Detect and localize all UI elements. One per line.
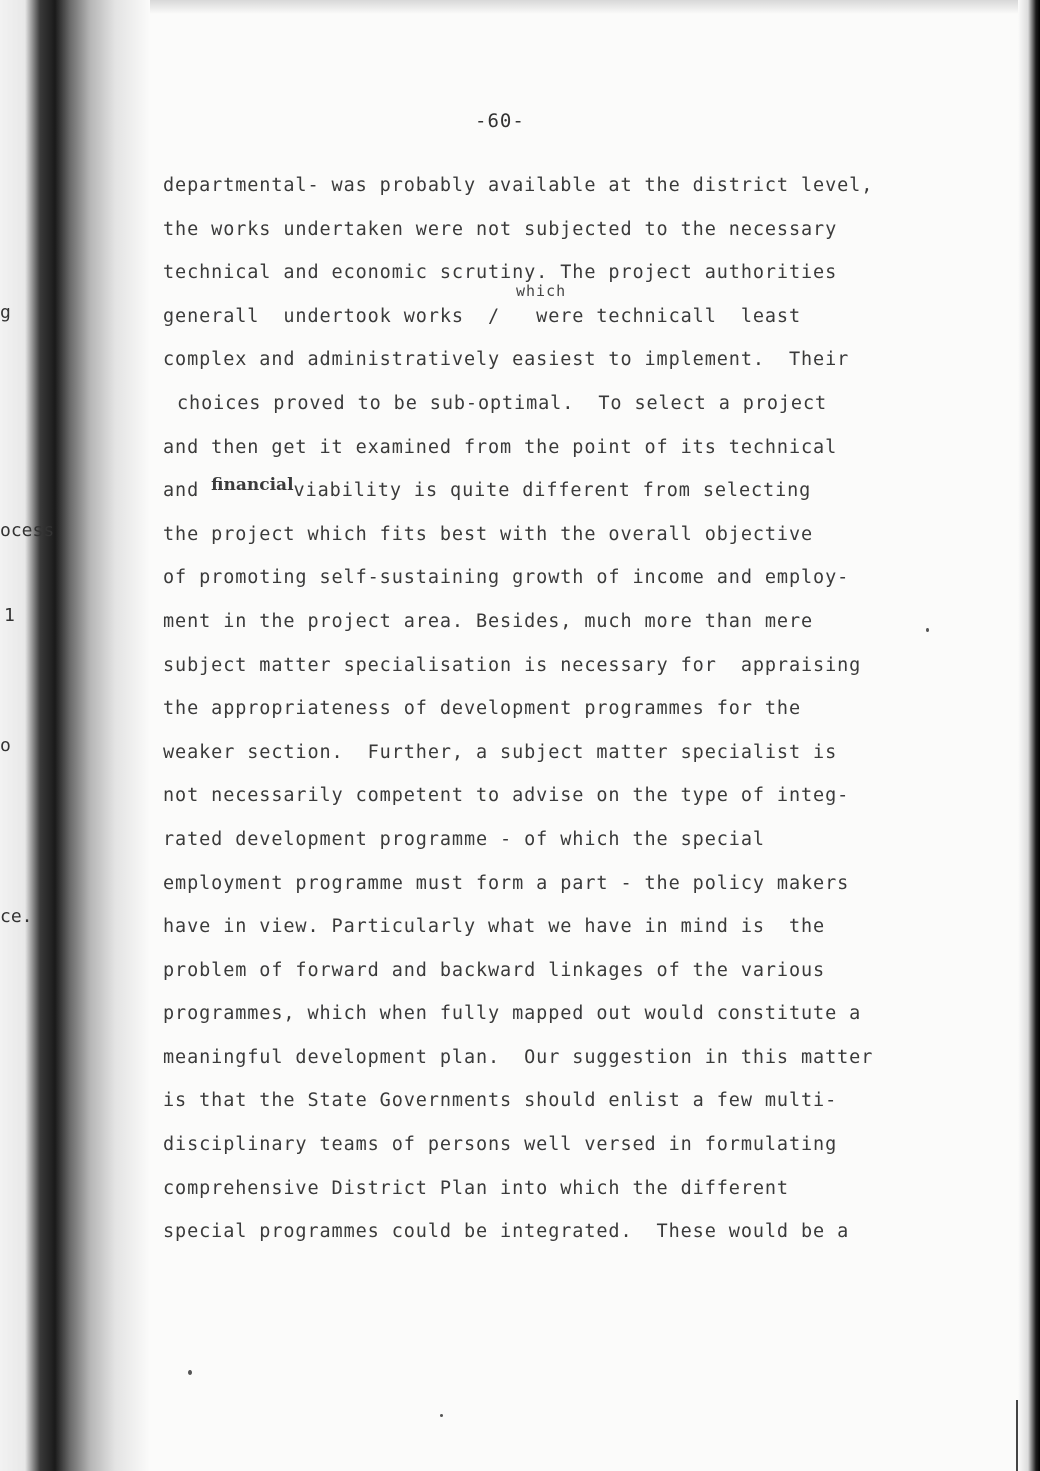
text-line: the project which fits best with the overall objective: [163, 523, 814, 545]
interlinear-insertion: which: [516, 282, 567, 300]
previous-page-fragment: o: [0, 735, 11, 756]
text-line-with-handwriting: [163, 473, 923, 517]
text-line: not necessarily competent to advise on the type of integ-: [163, 785, 850, 807]
text-line: rated development programme - of which the special: [163, 828, 765, 850]
previous-page-fragment: ocess: [0, 520, 55, 541]
previous-page-fragment: ce.: [0, 906, 33, 927]
text-line: meaningful development plan. Our suggestion in this matter: [163, 1046, 874, 1068]
text-fragment: and: [163, 480, 212, 502]
text-line: subject matter specialisation is necessary for appraising: [163, 654, 862, 676]
edge-line: [1016, 1400, 1018, 1471]
ink-speck: [188, 1370, 192, 1375]
text-line: generall undertook works / were technicall least: [163, 305, 802, 327]
text-line: choices proved to be sub-optimal. To select a project: [177, 392, 828, 414]
body-text: [163, 168, 923, 1258]
text-fragment: viability is quite different from selecting: [293, 480, 812, 502]
text-line: and then get it examined from the point of its technical: [163, 436, 838, 458]
ink-speck: [440, 1414, 443, 1417]
text-line: special programmes could be integrated. These would be a: [163, 1221, 850, 1243]
text-line: have in view. Particularly what we have in mind is the: [163, 916, 826, 938]
ink-speck: [926, 628, 929, 632]
binding-gutter-shadow: [0, 0, 150, 1471]
text-line: of promoting self-sustaining growth of income and employ-: [163, 567, 850, 589]
previous-page-fragment: 1: [4, 605, 15, 626]
handwritten-insertion: financial: [211, 475, 294, 496]
text-line: comprehensive District Plan into which the different: [163, 1177, 789, 1199]
text-line: ment in the project area. Besides, much more than mere: [163, 610, 814, 632]
text-line: complex and administratively easiest to implement. Their: [163, 349, 850, 371]
text-line: the appropriateness of development programmes for the: [163, 698, 802, 720]
text-line: weaker section. Further, a subject matter specialist is: [163, 741, 838, 763]
text-line: programmes, which when fully mapped out would constitute a: [163, 1003, 862, 1025]
text-line: is that the State Governments should enlist a few multi-: [163, 1090, 838, 1112]
text-line: the works undertaken were not subjected to the necessary: [163, 218, 838, 240]
text-line: employment programme must form a part - the policy makers: [163, 872, 850, 894]
text-line: problem of forward and backward linkages of the various: [163, 959, 826, 981]
text-line: departmental- was probably available at the district level,: [163, 175, 874, 196]
page-right-edge: [1018, 0, 1040, 1471]
text-line: technical and economic scrutiny. The project authorities: [163, 262, 838, 284]
text-line: disciplinary teams of persons well versed in formulating: [163, 1134, 838, 1156]
previous-page-fragment: g: [0, 302, 11, 323]
page-top-edge: [0, 0, 1040, 14]
page-number: -60-: [475, 110, 525, 132]
